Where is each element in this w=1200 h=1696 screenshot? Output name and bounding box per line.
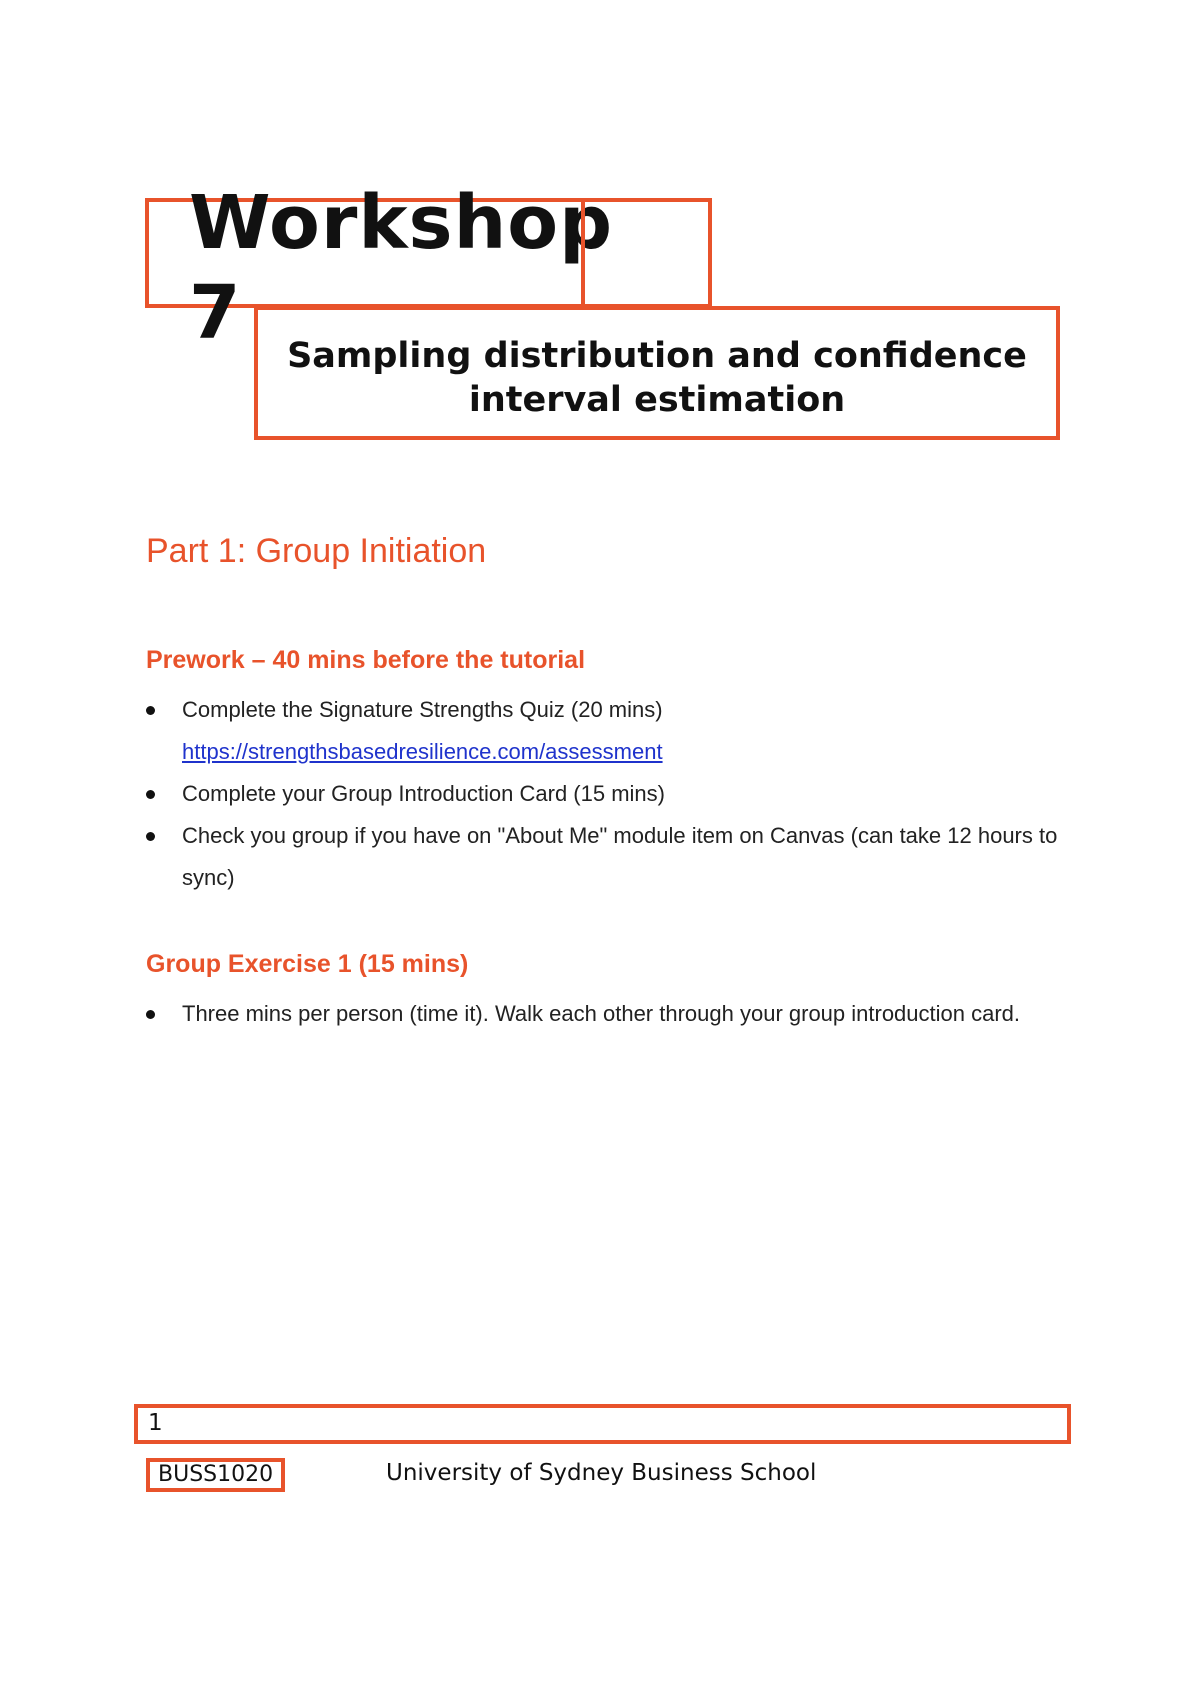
prework-list: [146, 689, 1066, 899]
exercise1-item-1: Three mins per person (time it). Walk each other through your group introduction card.: [182, 1001, 1021, 1026]
course-code: BUSS1020: [146, 1458, 285, 1492]
prework-item-2: Complete your Group Introduction Card (15 mins): [182, 781, 665, 806]
prework-heading: Prework – 40 mins before the tutorial: [146, 646, 586, 674]
page-number-box: [134, 1404, 1071, 1444]
prework-item-3: Check you group if you have on "About Me" module item on Canvas (can take 12 hours to sync): [182, 823, 1058, 890]
subtitle-line-2: interval estimation: [468, 380, 846, 420]
prework-item-1: Complete the Signature Strengths Quiz (20 mins): [182, 697, 663, 722]
exercise1-list: [146, 993, 1066, 1035]
subtitle-box: [254, 306, 1060, 440]
workshop-title: Workshop 7: [189, 180, 614, 356]
title-side-box: [581, 198, 712, 308]
part1-heading: Part 1: Group Initiation: [146, 532, 487, 570]
bullet-icon: [146, 1010, 155, 1019]
page-number: 1: [148, 1410, 163, 1436]
list-item: [146, 815, 1066, 899]
bullet-icon: [146, 832, 155, 841]
list-item: [146, 773, 1066, 815]
list-item: [146, 689, 1066, 773]
subtitle-line-1: Sampling distribution and confidence: [287, 336, 1027, 376]
exercise1-heading: Group Exercise 1 (15 mins): [146, 950, 469, 978]
school-name: University of Sydney Business School: [386, 1460, 817, 1486]
title-box: [145, 180, 614, 356]
list-item: [146, 993, 1066, 1035]
assessment-link[interactable]: https://strengthsbasedresilience.com/assessment: [182, 739, 663, 764]
bullet-icon: [146, 706, 155, 715]
bullet-icon: [146, 790, 155, 799]
